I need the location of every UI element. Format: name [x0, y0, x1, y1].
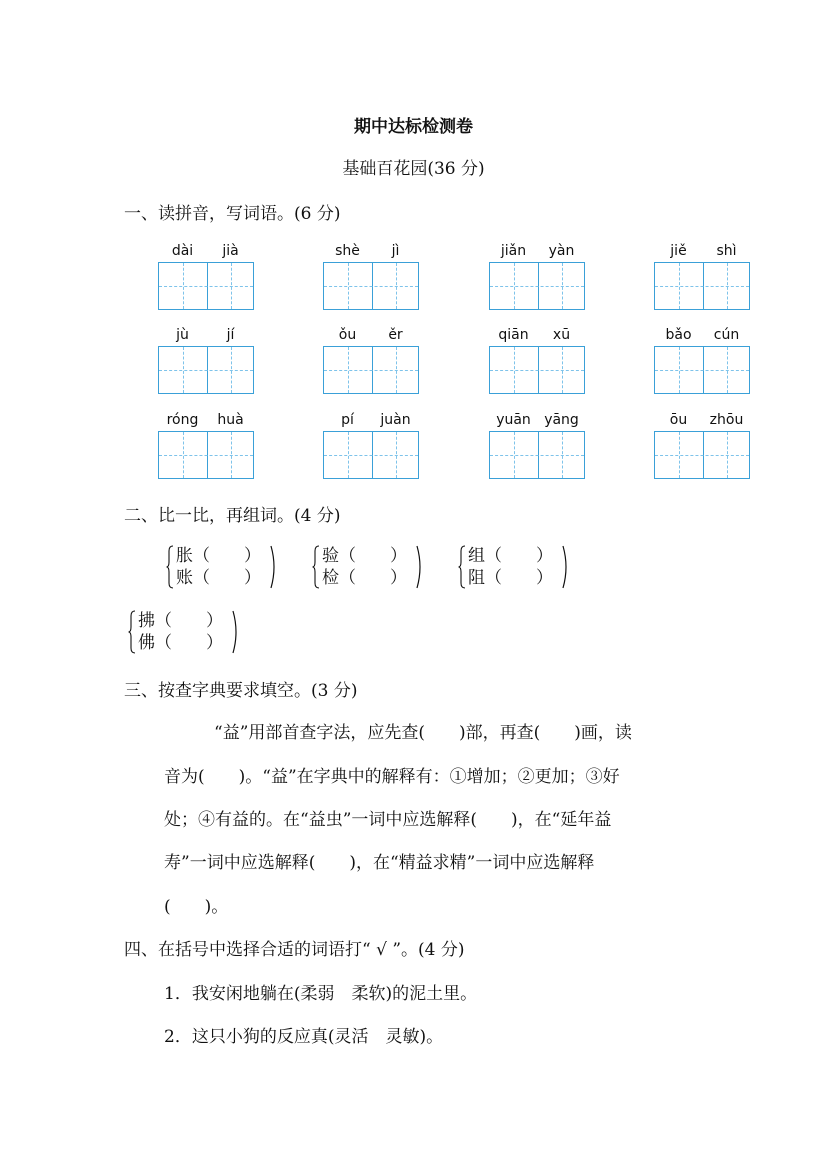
- writing-cells[interactable]: [323, 431, 419, 479]
- compare-item[interactable]: 阻（ ）: [468, 568, 553, 588]
- word-box[interactable]: [654, 412, 750, 479]
- writing-cells[interactable]: [158, 346, 254, 394]
- left-brace-icon: [458, 545, 466, 589]
- dict-line-3: 处；④有益的。在“益虫”一词中应选解释( )，在“延年益: [164, 810, 612, 830]
- compare-item[interactable]: 佛（ ）: [138, 633, 223, 653]
- pinyin-label: zhōu: [709, 412, 744, 428]
- word-box[interactable]: [323, 412, 419, 479]
- left-brace-icon: [128, 610, 136, 654]
- word-box[interactable]: [323, 243, 419, 310]
- word-box[interactable]: [489, 412, 585, 479]
- page-subtitle: 基础百花园(36 分): [342, 159, 485, 179]
- compare-item[interactable]: 胀（ ）: [176, 546, 261, 566]
- pinyin-label: róng: [166, 412, 199, 428]
- dict-line-2: 音为( )。“益”在字典中的解释有：①增加；②更加；③好: [164, 767, 620, 787]
- writing-cells[interactable]: [158, 262, 254, 310]
- writing-cells[interactable]: [654, 346, 750, 394]
- pinyin-label: shì: [716, 243, 737, 259]
- compare-item[interactable]: 检（ ）: [322, 568, 407, 588]
- writing-cells[interactable]: [489, 431, 585, 479]
- section1-heading: 一、读拼音，写词语。(6 分): [124, 204, 341, 224]
- pinyin-label: ōu: [669, 412, 688, 428]
- pinyin-label: qiān: [498, 327, 529, 343]
- pinyin-label: shè: [335, 243, 360, 259]
- compare-item[interactable]: 账（ ）: [176, 568, 261, 588]
- choice-item-1: 1．我安闲地躺在(柔弱 柔软)的泥土里。: [164, 984, 478, 1004]
- left-brace-icon: [312, 545, 320, 589]
- pinyin-label: huà: [217, 412, 244, 428]
- pinyin-label: juàn: [380, 412, 411, 428]
- writing-cells[interactable]: [323, 262, 419, 310]
- pinyin-label: jiě: [670, 243, 687, 259]
- pinyin-label: dài: [171, 243, 194, 259]
- writing-cells[interactable]: [489, 262, 585, 310]
- section3-heading: 三、按查字典要求填空。(3 分): [124, 681, 358, 701]
- pinyin-label: pí: [341, 412, 354, 428]
- pinyin-label: jù: [176, 327, 189, 343]
- pinyin-label: jí: [226, 327, 235, 343]
- pinyin-label: yàn: [548, 243, 575, 259]
- word-box[interactable]: [654, 327, 750, 394]
- pinyin-label: cún: [713, 327, 740, 343]
- word-box[interactable]: [158, 243, 254, 310]
- pinyin-label: jiǎn: [500, 243, 527, 259]
- dict-line-1: “益”用部首查字法，应先查( )部，再查( )画，读: [214, 723, 632, 743]
- word-box[interactable]: [489, 327, 585, 394]
- pinyin-label: jì: [391, 243, 400, 259]
- right-paren-icon: [270, 545, 278, 589]
- compare-item[interactable]: 拂（ ）: [138, 611, 223, 631]
- writing-cells[interactable]: [654, 262, 750, 310]
- pinyin-label: yuān: [496, 412, 531, 428]
- compare-group: [128, 608, 248, 658]
- writing-cells[interactable]: [489, 346, 585, 394]
- compare-item[interactable]: 验（ ）: [322, 546, 407, 566]
- section2-heading: 二、比一比，再组词。(4 分): [124, 506, 341, 526]
- word-box[interactable]: [489, 243, 585, 310]
- writing-cells[interactable]: [158, 431, 254, 479]
- pinyin-label: bǎo: [665, 327, 692, 343]
- right-paren-icon: [416, 545, 424, 589]
- word-box[interactable]: [323, 327, 419, 394]
- pinyin-label: yāng: [544, 412, 579, 428]
- compare-group: [458, 543, 578, 593]
- word-box[interactable]: [158, 412, 254, 479]
- pinyin-label: jià: [222, 243, 239, 259]
- pinyin-label: xū: [552, 327, 571, 343]
- right-paren-icon: [562, 545, 570, 589]
- choice-item-2: 2．这只小狗的反应真(灵活 灵敏)。: [164, 1027, 444, 1047]
- compare-group: [166, 543, 286, 593]
- compare-item[interactable]: 组（ ）: [468, 546, 553, 566]
- section4-heading: 四、在括号中选择合适的词语打“ √ ”。(4 分): [124, 940, 465, 960]
- right-paren-icon: [232, 610, 240, 654]
- word-box[interactable]: [158, 327, 254, 394]
- writing-cells[interactable]: [323, 346, 419, 394]
- dict-line-5: ( )。: [164, 897, 229, 917]
- word-box[interactable]: [654, 243, 750, 310]
- left-brace-icon: [166, 545, 174, 589]
- compare-group: [312, 543, 432, 593]
- page-title: 期中达标检测卷: [354, 117, 473, 137]
- writing-cells[interactable]: [654, 431, 750, 479]
- dict-line-4: 寿”一词中应选解释( )，在“精益求精”一词中应选解释: [164, 853, 595, 873]
- pinyin-label: ǒu: [338, 327, 357, 343]
- pinyin-label: ěr: [388, 327, 403, 343]
